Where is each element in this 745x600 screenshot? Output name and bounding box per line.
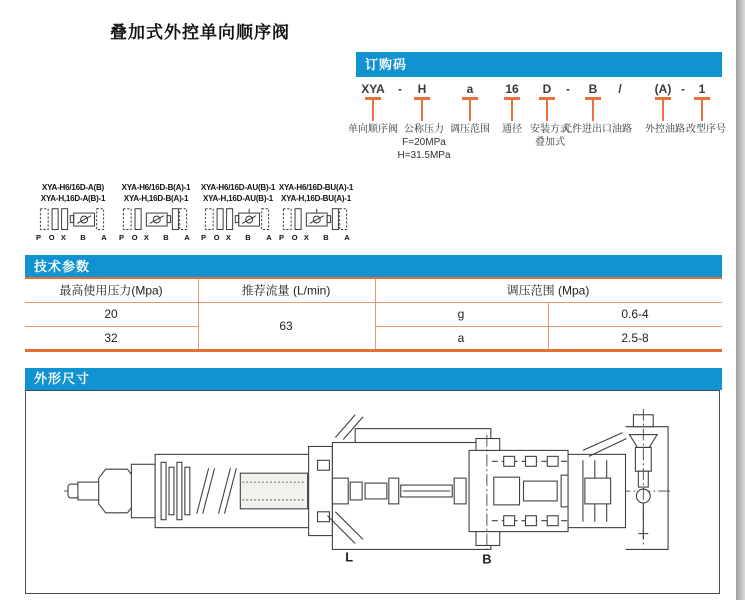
table-border-bottom	[25, 349, 722, 352]
code-part: D	[542, 82, 552, 96]
symbol-diagram-group	[33, 183, 113, 245]
table-header-pressure: 最高使用压力(Mpa)	[59, 283, 163, 298]
port-labels: P O X B A	[35, 233, 107, 242]
code-marker-stem	[701, 100, 703, 121]
code-marker-stem	[469, 100, 471, 121]
table-cell-grade: a	[457, 331, 465, 345]
code-part: 16	[505, 82, 519, 96]
table-cell-pressure: 20	[104, 307, 118, 321]
table-header-range: 调压范围 (Mpa)	[506, 283, 590, 298]
code-part: H	[417, 82, 427, 96]
hydraulic-symbol-drawing	[199, 207, 275, 233]
table-column-line	[198, 279, 199, 349]
code-legend-item: 安装方式 叠加式	[530, 124, 570, 148]
symbol-diagram-group	[198, 183, 278, 245]
model-number: XYA-H6/16D-AU(B)-1	[200, 183, 276, 192]
code-legend-item: 单向顺序阀	[348, 124, 398, 135]
valve-cross-section-drawing	[26, 391, 719, 593]
code-legend-item: 元件进出口油路	[562, 124, 632, 135]
table-row-line	[25, 302, 722, 303]
model-number: XYA-H6/16D-B(A)-1	[121, 183, 191, 192]
table-border-top	[25, 277, 722, 279]
code-marker-stem	[592, 100, 594, 121]
order-code-section-header	[356, 52, 722, 77]
code-separator: -	[566, 82, 570, 96]
code-marker-stem	[511, 100, 513, 121]
code-separator: -	[681, 82, 685, 96]
code-separator: /	[618, 82, 622, 96]
symbol-diagram-group	[116, 183, 196, 245]
table-cell-range: 0.6-4	[621, 307, 649, 321]
order-code-section-title: 订购码	[365, 57, 408, 72]
model-number: XYA-H,16D-B(A)-1	[123, 194, 189, 203]
code-legend-item: 通径	[502, 124, 522, 135]
hydraulic-symbol-drawing	[34, 207, 110, 233]
dimensions-section-header	[25, 368, 722, 390]
table-cell-range: 2.5-8	[621, 331, 649, 345]
model-number: XYA-H6/16D-BU(A)-1	[278, 183, 354, 192]
port-labels: P O X B A	[118, 233, 190, 242]
code-legend-item: 调压范围	[450, 124, 490, 135]
tech-params-section-title: 技术参数	[34, 259, 91, 274]
code-legend-item: 改型序号	[686, 124, 726, 135]
table-header-flow: 推荐流量 (L/min)	[241, 283, 331, 298]
symbol-diagram-group	[276, 183, 356, 245]
dimension-drawing-box	[25, 390, 720, 594]
code-legend-item: 外控油路	[645, 124, 685, 135]
code-part: a	[466, 82, 474, 96]
drawing-port-label-b: B	[482, 551, 492, 567]
hydraulic-symbol-drawing	[117, 207, 193, 233]
dimensions-section-title: 外形尺寸	[34, 371, 91, 386]
drawing-port-label-l: L	[345, 549, 354, 565]
code-part: (A)	[654, 82, 672, 96]
model-number: XYA-H6/16D-A(B)	[41, 183, 105, 192]
code-marker-stem	[662, 100, 664, 121]
code-marker-stem	[372, 100, 374, 121]
model-number: XYA-H,16D-BU(A)-1	[280, 194, 352, 203]
code-legend-item: 公称压力 F=20MPa H=31.5MPa	[397, 124, 451, 161]
hydraulic-symbol-drawing	[277, 207, 353, 233]
port-labels: P O X B A	[278, 233, 350, 242]
page-title: 叠加式外控单向顺序阀	[110, 23, 290, 42]
tech-params-section-header	[25, 255, 722, 278]
table-column-line	[375, 279, 376, 349]
table-row-line	[25, 326, 198, 327]
table-column-line	[548, 303, 549, 349]
table-cell-pressure: 32	[104, 331, 118, 345]
table-cell-grade: g	[457, 307, 465, 321]
code-part: XYA	[361, 82, 385, 96]
code-marker-stem	[421, 100, 423, 121]
code-marker-stem	[546, 100, 548, 121]
code-separator: -	[398, 82, 402, 96]
port-labels: P O X B A	[200, 233, 272, 242]
page-scan-edge	[736, 0, 745, 600]
code-part: B	[588, 82, 598, 96]
model-number: XYA-H,16D-A(B)-1	[40, 194, 106, 203]
code-part: 1	[698, 82, 706, 96]
table-cell-flow: 63	[279, 319, 293, 333]
model-number: XYA-H,16D-AU(B)-1	[202, 194, 274, 203]
